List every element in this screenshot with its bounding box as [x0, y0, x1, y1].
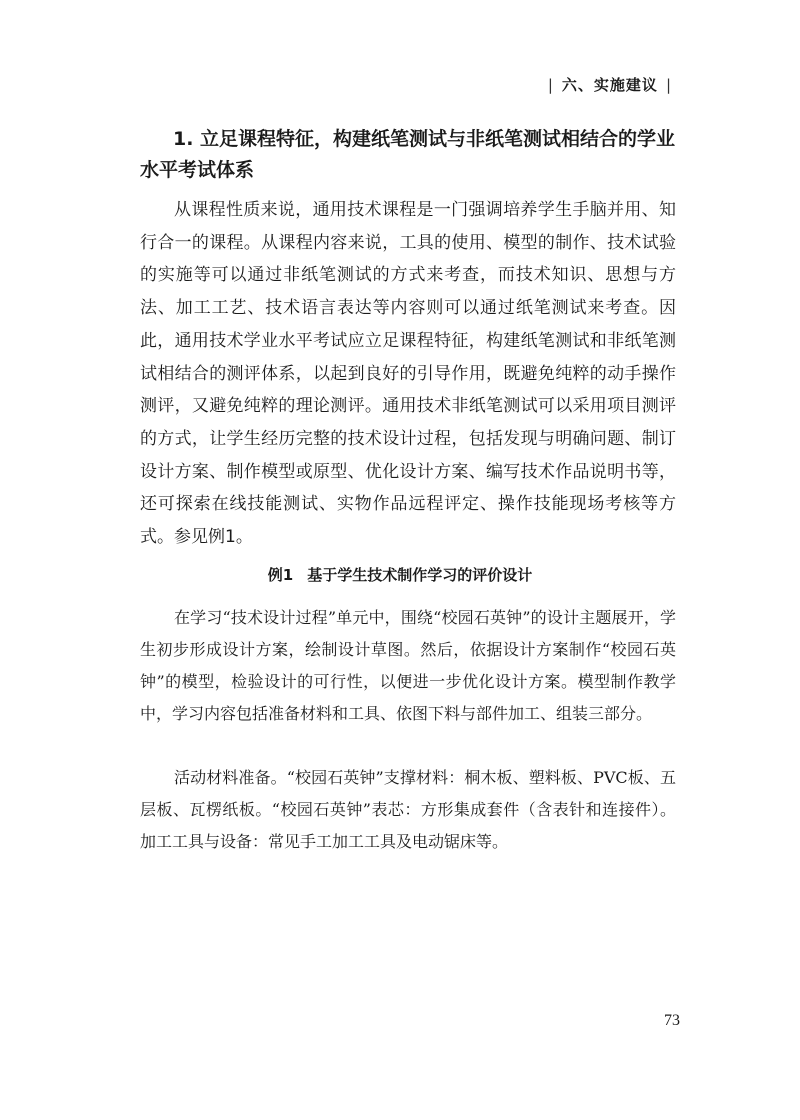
running-header [540, 74, 680, 95]
example-title: 基于学生技术制作学习的评价设计 [307, 566, 533, 584]
example-caption [0, 564, 800, 585]
example-paragraph-1: 在学习“技术设计过程”单元中，围绕“校园石英钟”的设计主题展开，学生初步形成设计方案，绘制设计草图。然后，依据设计方案制作“校园石英钟”的模型，检验设计的可行性，以便进一步优化设计方案。模型制作教学中，学习内容包括准备材料和工具、依图下料与部件加工、组装三部分。 [140, 608, 676, 723]
example-number: 例1 [267, 566, 294, 584]
header-divider-right: | [665, 75, 672, 94]
example-paragraph-2: 活动材料准备。“校园石英钟”支撑材料：桐木板、塑料板、PVC板、五层板、瓦楞纸板。“校园石英钟”表芯：方形集成套件（含表针和连接件）。加工工具与设备：常见手工加工工具及电动锯床等。 [140, 768, 676, 851]
running-header-title: 六、实施建议 [561, 76, 658, 94]
body-paragraph: 从课程性质来说，通用技术课程是一门强调培养学生手脑并用、知行合一的课程。从课程内容来说，工具的使用、模型的制作、技术试验的实施等可以通过非纸笔测试的方式来考查，而技术知识、思想与方法、加工工艺、技术语言表达等内容则可以通过纸笔测试来考查。因此，通用技术学业水平考试应立足课程特征，构建纸笔测试和非纸笔测试相结合的测评体系，以起到良好的引导作用，既避免纯粹的动手操作测评，又避免纯粹的理论测评。通用技术非纸笔测试可以采用项目测评的方式，让学生经历完整的技术设计过程，包括发现与明确问题、制订设计方案、制作模型或原型、优化设计方案、编写技术作品说明书等，还可探索在线技能测试、实物作品远程评定、操作技能现场考核等方式。参见例1。 [140, 200, 676, 548]
header-divider-left: | [547, 75, 554, 94]
section-heading: 1. 立足课程特征，构建纸笔测试与非纸笔测试相结合的学业水平考试体系 [140, 128, 676, 181]
page-number: 73 [664, 1012, 680, 1029]
